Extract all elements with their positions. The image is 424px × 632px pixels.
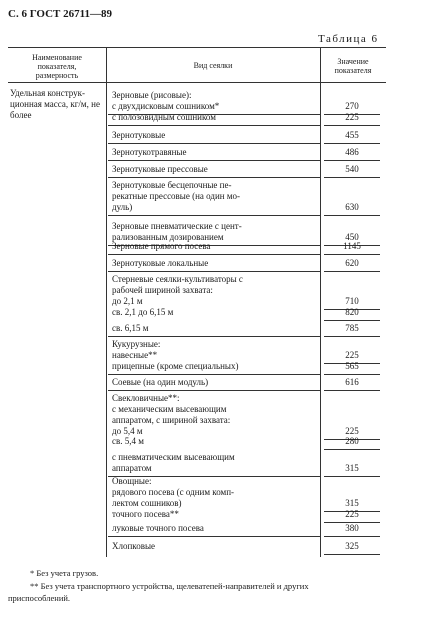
value-rule: [324, 476, 380, 477]
row-label-line: Зерновые прямого посева: [112, 241, 211, 251]
value-rule: [324, 336, 380, 337]
row-label-line: прицепные (кроме специальных): [112, 361, 239, 371]
parameter-line: ционная масса, кг/м, не: [10, 99, 100, 109]
row-value: 225: [345, 509, 359, 519]
row-value: 325: [345, 541, 359, 551]
parameter-name: [10, 88, 106, 121]
row-value: 225: [345, 426, 359, 436]
row-label-line: аппаратом, с шириной захвата:: [112, 415, 231, 425]
parameter-line: Удельная конструк-: [10, 88, 86, 98]
row-value: 380: [345, 523, 359, 533]
row-rule: [108, 271, 320, 272]
row-value: 225: [345, 112, 359, 122]
value-rule: [324, 254, 380, 255]
column-header-line: Значение: [337, 57, 369, 66]
row-value: 1145: [343, 241, 361, 251]
column-header-line: показателя: [334, 66, 372, 75]
row-value: 450: [345, 232, 359, 242]
value-rule: [324, 390, 380, 391]
row-label-line: Кукурузные:: [112, 339, 161, 349]
row-label-line: рализованным дозированием: [112, 232, 224, 242]
row-rule: [108, 143, 320, 144]
row-label-line: Свекловичные**:: [112, 393, 180, 403]
row-label-line: с двухдисковым сошником*: [112, 101, 220, 111]
row-label-line: Зернотуковые: [112, 130, 166, 140]
parameter-line: более: [10, 110, 32, 120]
row-label-line: луковые точного посева: [112, 523, 204, 533]
row-value: 820: [345, 307, 359, 317]
row-value: 620: [345, 258, 359, 268]
table-top-rule: [8, 47, 386, 48]
value-rule: [324, 374, 380, 375]
value-rule: [324, 554, 380, 555]
row-label-line: рядового посева (с одним комп-: [112, 487, 235, 497]
row-label-line: св. 5,4 м: [112, 436, 144, 446]
column-header-line: показателя,: [37, 62, 77, 71]
row-value: 270: [345, 101, 359, 111]
value-rule: [324, 449, 380, 450]
row-label-line: Овощные:: [112, 476, 152, 486]
row-label-line: точного посева**: [112, 509, 179, 519]
row-label-line: св. 2,1 до 6,15 м: [112, 307, 174, 317]
value-rule: [324, 215, 380, 216]
row-value: 455: [345, 130, 359, 140]
row-value: 710: [345, 296, 359, 306]
row-value: 280: [345, 436, 359, 446]
row-label-line: Зернотукотравяные: [112, 147, 187, 157]
row-rule: [108, 160, 320, 161]
row-label-line: Соевые (на один модуль): [112, 377, 209, 387]
row-rule: [108, 254, 320, 255]
row-label-line: с механическим высевающим: [112, 404, 227, 414]
footnote: приспособлений.: [8, 593, 71, 603]
row-label-line: рекатные прессовые (на один мо-: [112, 191, 241, 201]
row-value: 630: [345, 202, 359, 212]
value-rule: [324, 271, 380, 272]
column-divider-2: [320, 47, 321, 557]
row-label-line: до 5,4 м: [112, 426, 143, 436]
row-label-line: св. 6,15 м: [112, 323, 149, 333]
row-rule: [108, 374, 320, 375]
value-rule: [324, 320, 380, 321]
row-value: 785: [345, 323, 359, 333]
row-label-line: с полозовидным сошником: [112, 112, 216, 122]
row-label-line: Зерновые (рисовые):: [112, 90, 192, 100]
row-label-line: с пневматическим высевающим: [112, 452, 235, 462]
footnote: * Без учета грузов.: [30, 568, 99, 578]
value-rule: [324, 125, 380, 126]
column-divider-1: [106, 47, 107, 557]
row-value: 225: [345, 350, 359, 360]
column-header-value: [322, 57, 384, 75]
row-rule: [108, 125, 320, 126]
footnote: ** Без учета транспортного устройства, щелеватепей-направителей и других: [30, 581, 309, 591]
row-label-line: Зерновые пневматические с цент-: [112, 221, 242, 231]
header-bottom-rule: [8, 82, 386, 83]
value-rule: [324, 160, 380, 161]
table-label: Таблица 6: [318, 33, 379, 45]
column-header-parameter: [10, 53, 104, 80]
row-label-line: дуль): [112, 202, 133, 212]
row-value: 540: [345, 164, 359, 174]
column-header-line: размерность: [35, 71, 79, 80]
value-rule: [324, 143, 380, 144]
row-label-line: лектом сошников): [112, 498, 182, 508]
row-rule: [108, 215, 320, 216]
row-label-line: до 2,1 м: [112, 296, 143, 306]
row-label-line: Зернотуковые бесцепочные пе-: [112, 180, 232, 190]
row-rule: [108, 536, 320, 537]
row-value: 315: [345, 463, 359, 473]
row-value: 315: [345, 498, 359, 508]
row-value: 565: [345, 361, 359, 371]
value-rule: [324, 177, 380, 178]
row-rule: [108, 336, 320, 337]
row-label-line: Хлопковые: [112, 541, 156, 551]
row-label-line: рабочей шириной захвата:: [112, 285, 213, 295]
row-value: 486: [345, 147, 359, 157]
column-header-line: Наименование: [32, 53, 82, 62]
row-value: 616: [345, 377, 359, 387]
row-label-line: Зернотуковые локальные: [112, 258, 209, 268]
column-header-seeder-type: Вид сеялки: [193, 61, 233, 70]
row-label-line: навесные**: [112, 350, 158, 360]
row-label-line: Стерневые сеялки-культиваторы с: [112, 274, 243, 284]
row-rule: [108, 177, 320, 178]
value-rule: [324, 536, 380, 537]
row-label-line: аппаратом: [112, 463, 152, 473]
page-title: С. 6 ГОСТ 26711—89: [8, 8, 113, 20]
row-label-line: Зернотуковые прессовые: [112, 164, 208, 174]
row-rule: [108, 390, 320, 391]
